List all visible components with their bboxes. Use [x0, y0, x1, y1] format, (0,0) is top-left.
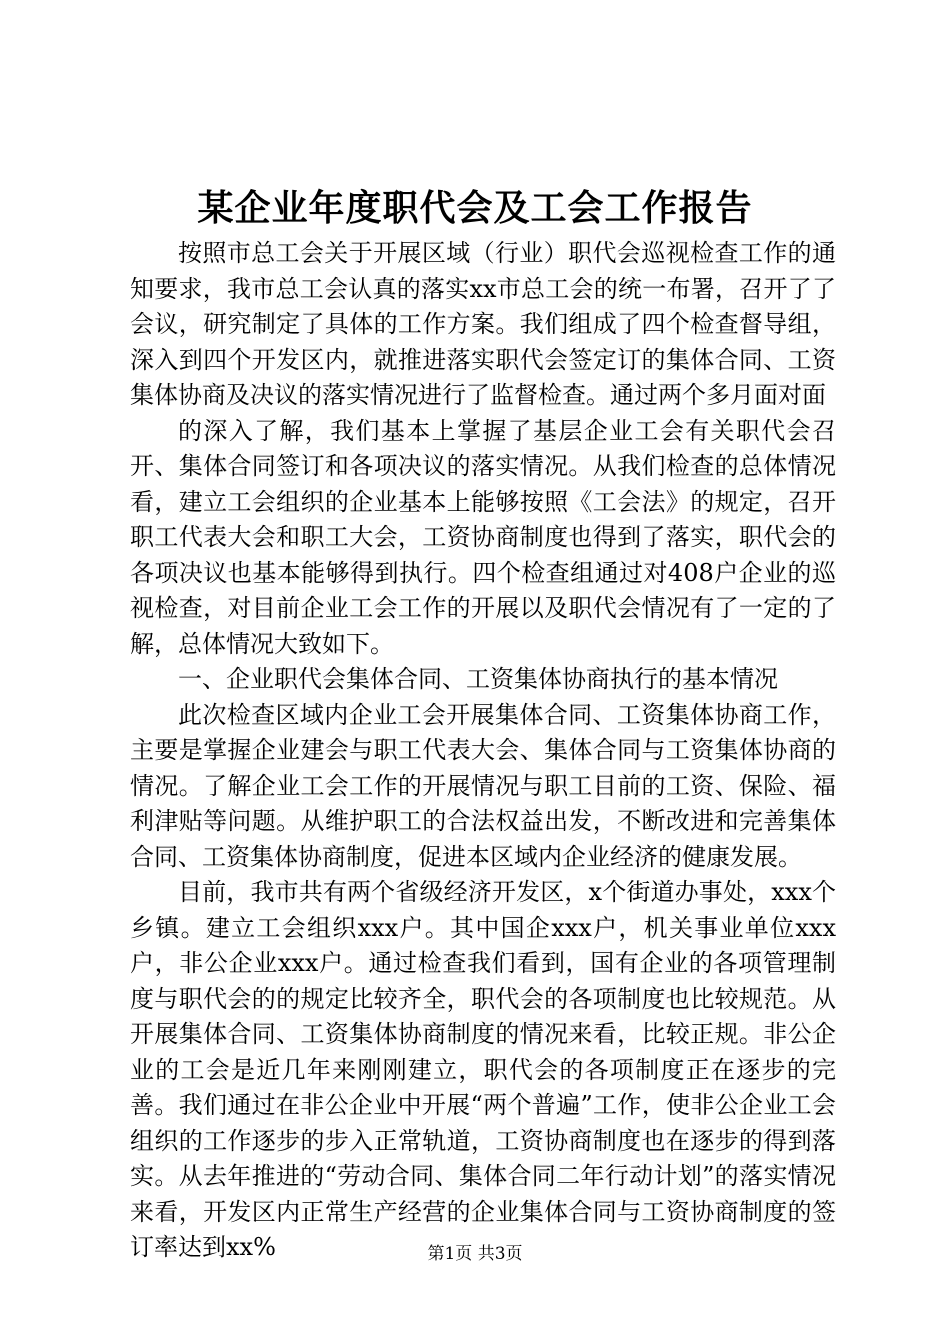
document-title: 某企业年度职代会及工会工作报告 [197, 187, 753, 229]
paragraph-3: 此次检查区域内企业工会开展集体合同、工资集体协商工作，主要是掌握企业建会与职工代表大会、集体合同与工资集体协商的情况。了解企业工会工作的开展情况与职工目前的工资、保险、福利津贴等问题。从维护职工的合法权益出发，不断改进和完善集体合同、工资集体协商制度，促进本区域内企业经济的健康发展。 [130, 700, 836, 871]
section-heading-1: 一、企业职代会集体合同、工资集体协商执行的基本情况 [178, 665, 778, 693]
paragraph-4: 目前，我市共有两个省级经济开发区，x个街道办事处，xxx个乡镇。建立工会组织xxx户。其中国企xxx户，机关事业单位xxx户，非公企业xxx户。通过检查我们看到，国有企业的各项管理制度与职代会的的规定比较齐全，职代会的各项制度也比较规范。从开展集体合同、工资集体协商制度的情况来看，比较正规。非公企业的工会是近几年来刚刚建立，职代会的各项制度正在逐步的完善。我们通过在非公企业中开展“两个普遍”工作，使非公企业工会组织的工作逐步的步入正常轨道，工资协商制度也在逐步的得到落实。从去年推进的“劳动合同、集体合同二年行动计划”的落实情况来看，开发区内正常生产经营的企业集体合同与工资协商制度的签订率达到xx% [130, 878, 836, 1261]
page-number-footer: 第1页 共3页 [427, 1244, 523, 1264]
paragraph-2: 的深入了解，我们基本上掌握了基层企业工会有关职代会召开、集体合同签订和各项决议的落实情况。从我们检查的总体情况看，建立工会组织的企业基本上能够按照《工会法》的规定，召开职工代表大会和职工大会，工资协商制度也得到了落实，职代会的各项决议也基本能够得到执行。四个检查组通过对408户企业的巡视检查，对目前企业工会工作的开展以及职代会情况有了一定的了解，总体情况大致如下。 [130, 416, 836, 658]
document-body [130, 236, 836, 1266]
paragraph-1: 按照市总工会关于开展区域（行业）职代会巡视检查工作的通知要求，我市总工会认真的落实xx市总工会的统一布署，召开了了会议，研究制定了具体的工作方案。我们组成了四个检查督导组，深入到四个开发区内，就推进落实职代会签定订的集体合同、工资集体协商及决议的落实情况进行了监督检查。通过两个多月面对面 [130, 239, 836, 409]
